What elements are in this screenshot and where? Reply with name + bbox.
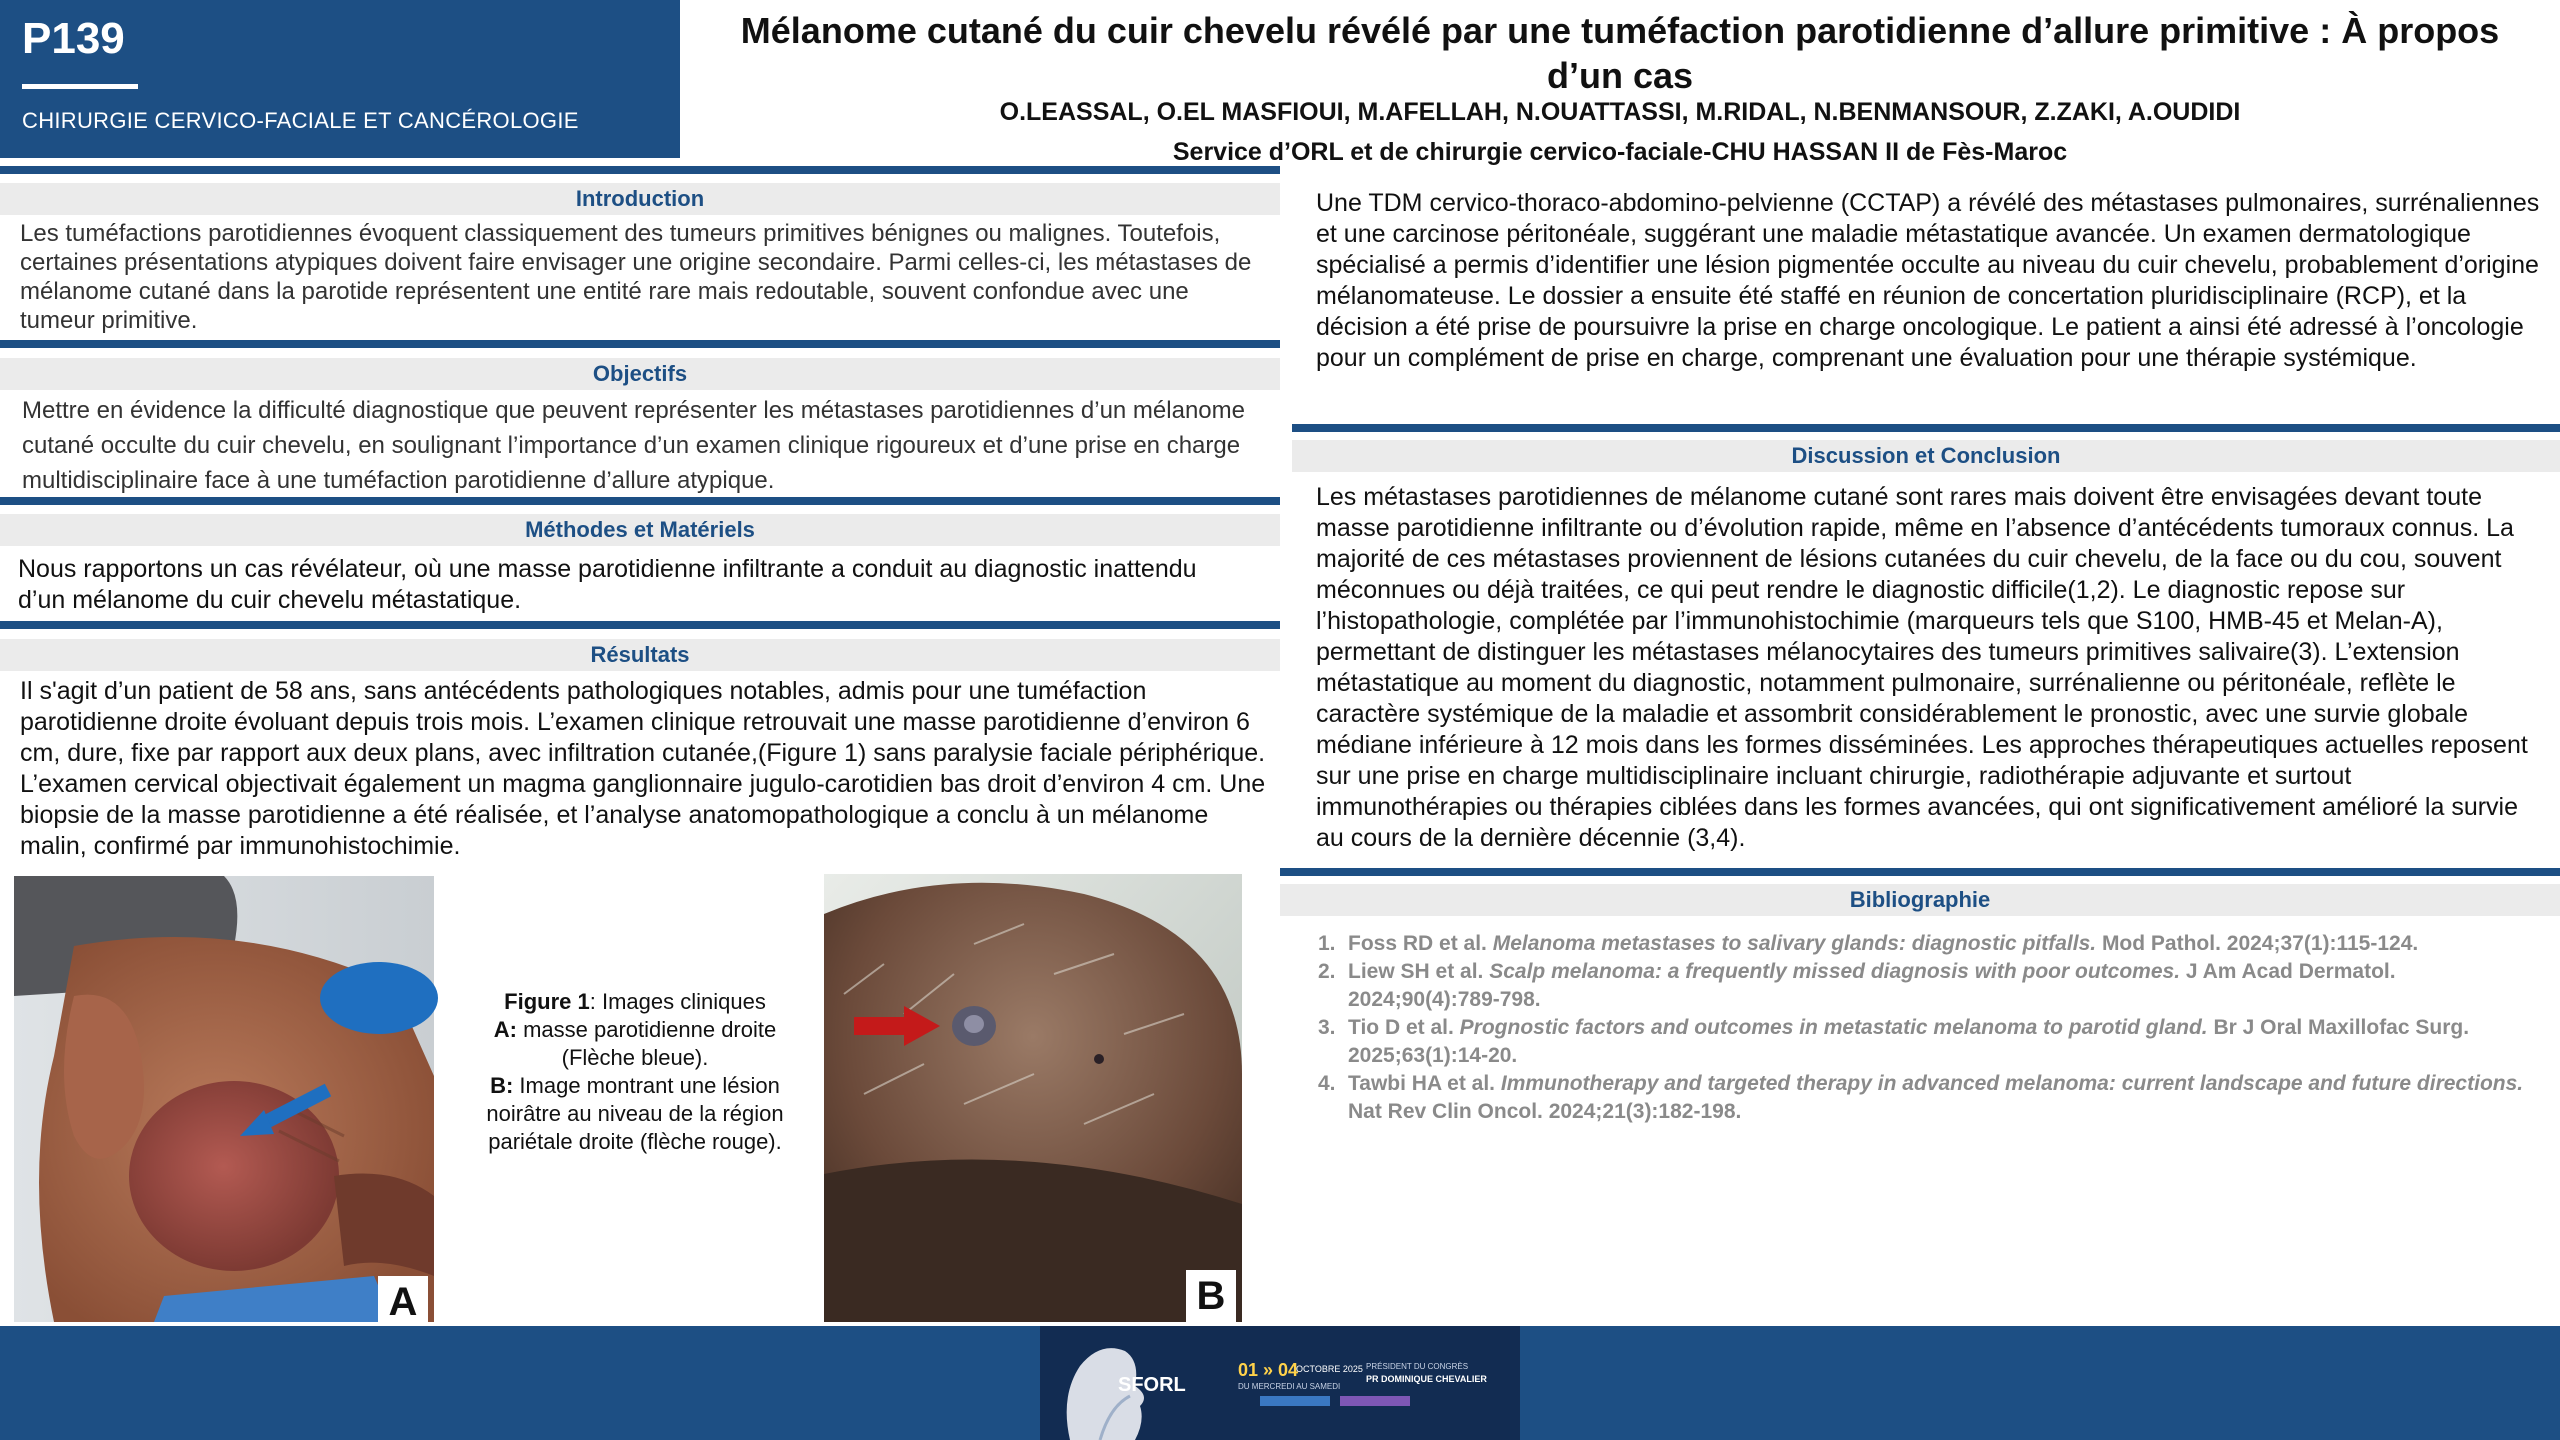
scalp-lesion-photo [824, 874, 1242, 1322]
president-label: PRÉSIDENT DU CONGRÈS [1366, 1362, 1469, 1371]
introduction-heading: Introduction [0, 183, 1280, 215]
bibliography-item [1318, 958, 2543, 1014]
ref-source: Br J Oral Maxillofac Surg. 2025;63(1):14-20. [1348, 1016, 2470, 1067]
poster-title: Mélanome cutané du cuir chevelu révélé par une tuméfaction parotidienne d’allure primitive : À propos d’un cas [740, 10, 2500, 96]
caption-b-key: B: [490, 1073, 514, 1098]
bibliography-item [1318, 1014, 2543, 1070]
ref-authors: Tio D et al. [1348, 1016, 1454, 1039]
section-bar [0, 497, 1280, 505]
president-name: PR DOMINIQUE CHEVALIER [1366, 1374, 1487, 1384]
ref-number: 2. [1318, 960, 1336, 983]
section-bar [1292, 424, 2560, 432]
caption-subtitle: : Images cliniques [589, 989, 766, 1014]
ref-authors: Foss RD et al. [1348, 932, 1487, 955]
bibliography-item [1318, 1070, 2543, 1126]
caption-b-text: Image montrant une lésion noirâtre au niveau de la région pariétale droite (flèche rouge). [486, 1073, 784, 1154]
methodes-text: Nous rapportons un cas révélateur, où une masse parotidienne infiltrante a conduit au diagnostic inattendu d’un mélanome du cuir chevelu métastatique. [18, 555, 1197, 614]
discussion-text: Les métastases parotidiennes de mélanome cutané sont rares mais doivent être envisagées devant toute masse parotidienne infiltrante ou d’évolution rapide, même en l’absence d’antécédents tumoraux connus. La majorité de ces métastases proviennent de lésions cutanées du cuir chevelu, de la face ou du cou, souvent méconnues ou déjà traitées, ce qui peut rendre le diagnostic difficile(1,2). Le diagnostic repose sur l’histopathologie, complétée par l’immunohistochimie (marqueurs tels que S100, HMB-45 et Melan-A), permettant de distinguer les métastases mélanocytaires des tumeurs primitives salivaire(3). L’extension métastatique au moment du diagnostic, notamment pulmonaire, surrénalienne ou péritonéale, reflète le caractère systémique de la maladie et assombrit considérablement le pronostic, avec une survie globale médiane inférieure à 12 mois dans les formes disséminées. Les approches thérapeutiques actuelles reposent sur une prise en charge multidisciplinaire incluant chirurgie, radiothérapie adjuvante et surtout immunothérapies ou thérapies ciblées dans les formes avancées, qui ont significativement amélioré la survie au cours de la dernière décennie (3,4). [1316, 483, 2528, 852]
figure-label-b: B [1186, 1270, 1236, 1322]
blue-arrow-icon [236, 1082, 336, 1142]
caption-a-line [480, 1016, 790, 1072]
methodes-heading: Méthodes et Matériels [0, 514, 1280, 546]
blue-ellipse-marker [320, 962, 438, 1034]
section-bar [0, 166, 1280, 174]
red-arrow-icon [852, 1004, 942, 1048]
ref-source: J Am Acad Dermatol. 2024;90(4):789-798. [1348, 960, 2396, 1011]
ref-number: 3. [1318, 1016, 1336, 1039]
banner-dates: 01 » 04 [1238, 1360, 1299, 1380]
ref-number: 1. [1318, 932, 1336, 955]
caption-b-line [480, 1072, 790, 1156]
figure-label-a: A [378, 1276, 428, 1328]
specialty-label: CHIRURGIE CERVICO-FACIALE ET CANCÉROLOGIE [22, 108, 579, 133]
bibliography-item [1318, 930, 2543, 958]
ref-title: Melanoma metastases to salivary glands: diagnostic pitfalls. [1492, 932, 2097, 955]
bibliography-list [1318, 930, 2543, 1126]
resultats-text: Il s'agit d’un patient de 58 ans, sans antécédents pathologiques notables, admis pour une tuméfaction parotidienne droite évoluant depuis trois mois. L’examen clinique retrouvait une masse parotidienne d’environ 6 cm, dure, fixe par rapport aux deux plans, avec infiltration cutanée,(Figure 1) sans paralysie faciale périphérique. L’examen cervical objectivait également un magma ganglionnaire jugulo-carotidien bas droit d’environ 4 cm. Une biopsie de la masse parotidienne a été réalisée, et l’analyse anatomopathologique a conclu à un mélanome malin, confirmé par immunohistochimie. [20, 677, 1266, 860]
clinical-photo-b [824, 874, 1242, 1322]
resultats-continued-text: Une TDM cervico-thoraco-abdomino-pelvienne (CCTAP) a révélé des métastases pulmonaires, surrénaliennes et une carcinose péritonéale, suggérant une maladie métastatique avancée. Un examen dermatologique spécialisé a permis d’identifier une lésion pigmentée occulte au niveau du cuir chevelu, probablement d’origine mélanomateuse. Le dossier a ensuite été staffé en réunion de concertation pluridisciplinaire (RCP), et la décision a été prise de poursuivre la prise en charge oncologique. Le patient a ainsi été adressé à l’oncologie pour un complément de prise en charge, comprenant une évaluation pour une thérapie systémique. [1316, 189, 2540, 372]
affiliation-line: Service d’ORL et de chirurgie cervico-faciale-CHU HASSAN II de Fès-Maroc [1172, 138, 2068, 166]
ref-authors: Tawbi HA et al. [1348, 1072, 1496, 1095]
discussion-heading: Discussion et Conclusion [1292, 440, 2560, 472]
section-bar [0, 621, 1280, 629]
figure-caption [480, 988, 790, 1156]
brand-label: SFORL [1118, 1374, 1186, 1396]
caption-title: Figure 1 [504, 989, 590, 1014]
caption-title-line [480, 988, 790, 1016]
resultats-heading: Résultats [0, 639, 1280, 671]
parotid-mass-photo [14, 876, 434, 1322]
ref-source: Nat Rev Clin Oncol. 2024;21(3):182-198. [1348, 1100, 1742, 1123]
caption-a-key: A: [493, 1017, 517, 1042]
bibliographie-heading: Bibliographie [1280, 884, 2560, 916]
congress-banner [1040, 1326, 1520, 1440]
ref-source: Mod Pathol. 2024;37(1):115-124. [2101, 932, 2419, 955]
section-bar [1280, 868, 2560, 876]
caption-a-text: masse parotidienne droite (Flèche bleue). [516, 1017, 777, 1070]
ref-title: Scalp melanoma: a frequently missed diagnosis with poor outcomes. [1489, 960, 2181, 983]
clinical-photo-a [14, 876, 434, 1322]
introduction-text: Les tuméfactions parotidiennes évoquent classiquement des tumeurs primitives bénignes ou malignes. Toutefois, certaines présentations atypiques doivent faire envisager une origine secondaire. Parmi celles-ci, les métastases de mélanome cutané dans la parotide représentent une entité rare mais redoutable, souvent confondue avec une tumeur primitive. [20, 220, 1252, 334]
ref-authors: Liew SH et al. [1348, 960, 1484, 983]
objectifs-heading: Objectifs [0, 358, 1280, 390]
poster-id-divider [22, 84, 138, 89]
section-bar [0, 340, 1280, 348]
objectifs-text: Mettre en évidence la difficulté diagnostique que peuvent représenter les métastases parotidiennes d’un mélanome cutané occulte du cuir chevelu, en soulignant l’importance d’un examen clinique rigoureux et d’une prise en charge multidisciplinaire face à une tuméfaction parotidienne d’allure atypique. [22, 397, 1245, 494]
banner-month: OCTOBRE 2025 [1296, 1364, 1363, 1374]
authors-line: O.LEASSAL, O.EL MASFIOUI, M.AFELLAH, N.OUATTASSI, M.RIDAL, N.BENMANSOUR, Z.ZAKI, A.OUDIDI [999, 98, 2241, 126]
ref-number: 4. [1318, 1072, 1336, 1095]
banner-days: DU MERCREDI AU SAMEDI [1238, 1382, 1341, 1391]
ref-title: Immunotherapy and targeted therapy in advanced melanoma: current landscape and future directions. [1500, 1072, 2524, 1095]
ref-title: Prognostic factors and outcomes in metastatic melanoma to parotid gland. [1459, 1016, 2208, 1039]
poster-id: P139 [22, 14, 125, 63]
